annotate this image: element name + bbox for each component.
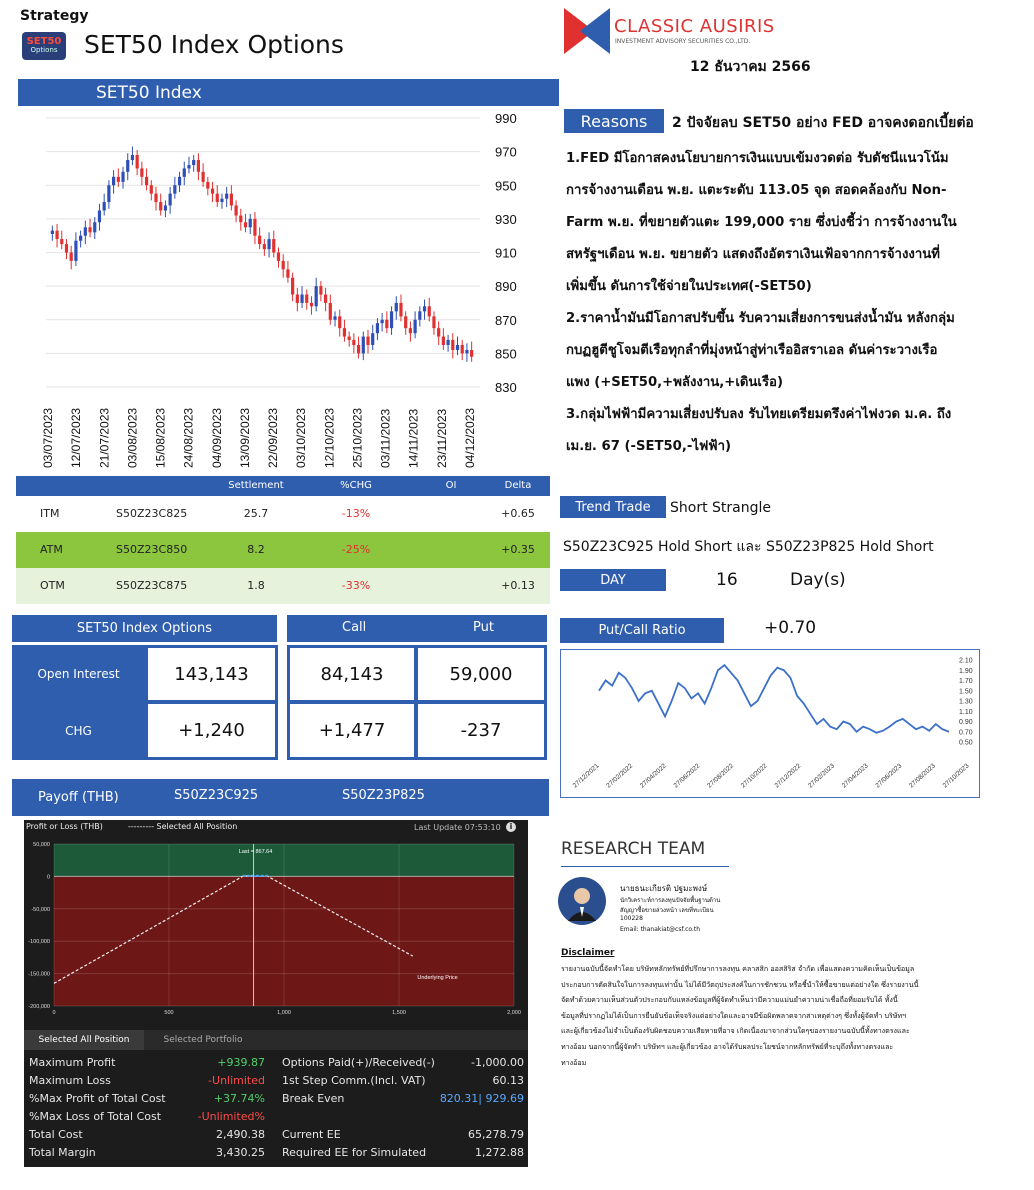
info-icon[interactable]: i	[506, 822, 516, 832]
disclaimer-title: Disclaimer	[561, 948, 615, 958]
candle-body	[178, 177, 181, 185]
candle-body	[343, 328, 346, 336]
chg-label-text: CHG	[65, 723, 92, 738]
y-tick-label: 970	[495, 144, 517, 160]
candle-body	[432, 316, 435, 328]
candle-body	[79, 236, 82, 241]
y-tick-label: 0.70	[959, 729, 973, 737]
x-tick-label: 27/02/2022	[605, 762, 635, 790]
page-title: SET50 Index Options	[84, 30, 344, 59]
chg-call-value-text: +1,477	[318, 720, 386, 741]
research-divider	[561, 866, 729, 867]
options-table-cell: ATM	[40, 543, 63, 556]
reason-line: เม.ย. 67 (-SET50,-ไฟฟ้า)	[566, 439, 732, 454]
options-table-cell: OTM	[40, 579, 65, 592]
candle-body	[409, 328, 412, 333]
x-tick-label: 23/11/2023	[434, 408, 449, 468]
candle-body	[183, 168, 186, 176]
candle-body	[74, 241, 77, 261]
payoff-stat-row	[29, 1109, 271, 1127]
x-tick-label: 2,000	[507, 1010, 521, 1016]
call-header: Call	[342, 620, 367, 635]
x-tick-label: 27/08/2022	[706, 762, 736, 790]
options-table-cell: S50Z23C825	[116, 507, 188, 520]
research-team-title: RESEARCH TEAM	[561, 839, 706, 859]
disclaimer-line: ทางอ้อม นอกจากนี้ผู้จัดทำ บริษัทฯ และผู้เกี่ยวข้อง อาจได้รับผลประโยชน์จากหลักทรัพย์ที่ระบุถึงทั้งทางตรงและ	[561, 1041, 894, 1051]
disclaimer-line: ทางอ้อม	[561, 1057, 587, 1067]
pcr-line	[599, 665, 949, 733]
options-table-header-cell: Delta	[504, 480, 532, 491]
reasons-headline: 2 ปัจจัยลบ SET50 อย่าง FED อาจคงดอกเบี้ยต่อ	[672, 115, 974, 131]
y-tick-label: 910	[495, 245, 517, 261]
candle-body	[324, 295, 327, 303]
candle-body	[428, 306, 431, 316]
candle-body	[216, 194, 219, 202]
candle-body	[414, 320, 417, 333]
x-tick-label: 03/10/2023	[294, 407, 309, 468]
chg-label	[12, 701, 145, 760]
candle-body	[305, 295, 308, 303]
disclaimer-line: ข้อมูลที่ปรากฏไม่ได้เป็นการยืนยันข้อเท็จจริงแต่อย่างใดและอาจมีข้อผิดพลาดจากสาเหตุต่างๆ ซึ่งทั้งผู้จัดทำ บริษัทฯ	[561, 1010, 907, 1020]
candle-body	[267, 239, 270, 249]
options-table-cell: +0.13	[501, 579, 535, 592]
candle-body	[145, 177, 148, 185]
day-value: 16	[716, 570, 738, 590]
candle-body	[390, 311, 393, 328]
options-table-row	[16, 532, 550, 568]
options-table-header-cell: OI	[445, 480, 457, 491]
oi-call-value	[287, 645, 417, 703]
candle-body	[329, 303, 332, 320]
payoff-header-label: Payoff (THB)	[38, 790, 119, 805]
payoff-stat-value: +37.74%	[213, 1092, 265, 1105]
candle-body	[206, 182, 209, 189]
candle-body	[117, 177, 120, 182]
candle-body	[169, 194, 172, 206]
index-panel-title-text: SET50 Index	[96, 82, 202, 103]
candle-body	[164, 205, 167, 210]
trend-trade-detail: S50Z23C925 Hold Short และ S50Z23P825 Hold Short	[563, 539, 934, 555]
chg-call-value	[287, 701, 417, 760]
options-table-cell: 25.7	[243, 507, 269, 520]
chg-put-value	[415, 701, 547, 760]
candle-body	[291, 278, 294, 295]
x-tick-label: 27/06/2022	[672, 762, 702, 790]
candle-body	[263, 244, 266, 249]
candle-body	[60, 239, 63, 244]
put-call-ratio-chart	[561, 650, 979, 797]
candle-body	[319, 286, 322, 294]
payoff-stat-row	[29, 1091, 271, 1109]
y-tick-label: -50,000	[31, 906, 50, 913]
options-table-row	[16, 568, 550, 604]
candle-body	[385, 320, 388, 328]
payoff-stat-value: 820.31| 929.69	[439, 1092, 524, 1105]
candle-body	[150, 185, 153, 193]
payoff-leg2: S50Z23P825	[342, 788, 425, 803]
x-tick-label: 03/11/2023	[378, 408, 393, 468]
x-tick-label: 27/12/2022	[773, 762, 803, 790]
payoff-stat-value: -Unlimited%	[197, 1110, 265, 1123]
payoff-stat-label: Maximum Profit	[29, 1056, 116, 1069]
analyst-name: นายธนะเกียรติ ปฐมะพงษ์	[620, 884, 708, 893]
payoff-stat-label: Total Margin	[29, 1146, 96, 1159]
y-tick-label: 930	[495, 211, 517, 227]
candle-body	[352, 340, 355, 345]
reasons-label-text: Reasons	[580, 111, 648, 131]
candle-body	[418, 311, 421, 319]
open-interest-label	[12, 645, 145, 703]
oi-put-value	[415, 645, 547, 703]
payoff-stat-label: Options Paid(+)/Received(-)	[282, 1056, 435, 1069]
candle-body	[249, 219, 252, 227]
options-table-header	[16, 476, 550, 496]
payoff-last-update: Last Update 07:53:10	[414, 823, 501, 832]
candle-body	[126, 160, 129, 172]
set50-options-logo	[22, 32, 66, 60]
candle-body	[272, 239, 275, 252]
x-tick-label: 27/08/2023	[908, 762, 937, 790]
candle-body	[112, 177, 115, 185]
payoff-stat-value: 3,430.25	[216, 1146, 265, 1159]
x-tick-label: 04/12/2023	[463, 407, 477, 468]
options-table-cell: 8.2	[247, 543, 265, 556]
payoff-stat-value: 1,272.88	[475, 1146, 524, 1159]
disclaimer-line: จัดทำด้วยความเห็นส่วนตัวประกอบกับแหล่งข้อมูลที่ผู้จัดทำเห็นว่ามีความแม่นยำความน่าเชื่อถือที่ยอมรับได้ ทั้งนี้	[561, 995, 898, 1005]
day-label	[560, 569, 666, 591]
analyst-avatar	[558, 877, 606, 925]
payoff-title-mid: --------- Selected All Position	[128, 822, 238, 831]
options-table-cell: S50Z23C850	[116, 543, 188, 556]
options-table-cell: -25%	[341, 543, 371, 556]
x-tick-label: 27/02/2023	[807, 762, 836, 790]
candle-body	[470, 350, 473, 357]
options-table-cell: +0.35	[501, 543, 535, 556]
x-tick-label: 1,500	[392, 1010, 406, 1016]
x-tick-label: 500	[164, 1010, 174, 1016]
candle-body	[93, 222, 96, 232]
candle-body	[55, 231, 58, 239]
payoff-stat-label: Maximum Loss	[29, 1074, 111, 1087]
pcr-label-text: Put/Call Ratio	[598, 623, 686, 638]
payoff-stat-label: %Max Loss of Total Cost	[29, 1110, 162, 1123]
options-table	[16, 476, 550, 604]
reason-line: 1.FED มีโอกาสคงนโยบายการเงินแบบเข้มงวดต่อ รับดัชนีแนวโน้ม	[566, 151, 949, 166]
payoff-stat-row	[282, 1091, 524, 1109]
payoff-stat-label: Required EE for Simulated	[282, 1146, 427, 1159]
options-table-cell: -13%	[341, 507, 371, 520]
payoff-panel	[24, 820, 528, 1167]
options-table-cell: -33%	[341, 579, 371, 592]
tab-selected-portfolio[interactable]: Selected Portfolio	[163, 1035, 243, 1045]
payoff-title-left: Profit or Loss (THB)	[26, 822, 103, 831]
candle-body	[357, 345, 360, 353]
candle-body	[362, 337, 365, 354]
payoff-stat-row	[29, 1127, 271, 1145]
put-header: Put	[473, 620, 494, 635]
candle-body	[202, 172, 205, 182]
candle-body	[465, 350, 468, 353]
reasons-label	[564, 109, 664, 133]
candle-body	[461, 345, 464, 353]
options-table-header-cell: Settlement	[228, 480, 284, 491]
candle-body	[446, 340, 449, 345]
x-tick-label: 27/10/2023	[941, 762, 971, 790]
candle-body	[107, 185, 110, 202]
reason-line: 2.ราคาน้ำมันมีโอกาสปรับขึ้น รับความเสี่ยงการขนส่งน้ำมัน หลังกลุ่ม	[566, 311, 955, 326]
candle-body	[239, 216, 242, 223]
candle-body	[348, 337, 351, 340]
candle-body	[338, 316, 341, 328]
payoff-stat-label: 1st Step Comm.(Incl. VAT)	[282, 1074, 426, 1087]
payoff-stat-value: 65,278.79	[468, 1128, 524, 1141]
y-tick-label: 1.90	[959, 667, 973, 675]
candle-body	[121, 172, 124, 182]
x-tick-label: 27/12/2021	[571, 762, 601, 790]
candle-body	[136, 155, 139, 168]
y-tick-label: 2.10	[959, 657, 973, 665]
classic-ausiris-logo-icon	[564, 8, 610, 54]
pcr-label	[560, 618, 724, 643]
x-tick-label: 21/07/2023	[97, 407, 112, 468]
chg-put-value-text: -237	[460, 720, 502, 741]
payoff-stat-row	[282, 1073, 524, 1091]
candle-body	[211, 189, 214, 194]
y-tick-label: 0	[46, 874, 50, 881]
candle-body	[159, 202, 162, 210]
reason-line: 3.กลุ่มไฟฟ้ามีความเสี่ยงปรับลง รับไทยเตรียมตรึงค่าไฟงวด ม.ค. ถึง	[566, 407, 952, 422]
y-tick-label: 850	[495, 346, 517, 362]
candle-body	[442, 337, 445, 345]
candle-body	[197, 160, 200, 172]
candle-body	[258, 236, 261, 244]
options-table-cell: S50Z23C875	[116, 579, 188, 592]
reason-line: สหรัฐฯเดือน พ.ย. ขยายตัว แสดงถึงอัตราเงินเฟ้อจากการจ้างงานที่	[566, 247, 940, 262]
candle-body	[70, 253, 73, 261]
brand-name: CLASSIC AUSIRIS	[614, 16, 775, 37]
x-tick-label: 15/08/2023	[153, 407, 168, 468]
payoff-stat-label: Break Even	[282, 1092, 345, 1105]
y-tick-label: -200,000	[28, 1004, 50, 1010]
last-price-label: Last = 867.64	[238, 849, 273, 855]
candle-body	[103, 202, 106, 210]
payoff-stat-label: Total Cost	[29, 1128, 83, 1141]
logo-text: SET50	[26, 36, 62, 47]
trend-trade-value: Short Strangle	[670, 500, 771, 516]
options-table-row	[16, 496, 550, 532]
candle-body	[220, 199, 223, 202]
analyst-role-2: สัญญาซื้อขายล่วงหน้า เลขที่ทะเบียน	[620, 907, 714, 914]
candle-body	[300, 295, 303, 303]
x-tick-label: 25/10/2023	[350, 407, 365, 468]
payoff-stat-value: +939.87	[217, 1056, 265, 1069]
set50-candlestick-chart	[40, 110, 540, 480]
open-interest-value-text: 143,143	[174, 663, 249, 685]
disclaimer-line: รายงานฉบับนี้จัดทำโดย บริษัทหลักทรัพย์ที่ปรึกษาการลงทุน คลาสสิก ออสสิริส จำกัด เพื่อแสดงความคิดเห็นเป็นข้อมูล	[561, 964, 915, 973]
candle-body	[225, 194, 228, 199]
payoff-leg1: S50Z23C925	[174, 788, 259, 803]
report-date: 12 ธันวาคม 2566	[690, 59, 811, 75]
y-tick-label: 890	[495, 279, 517, 295]
payoff-stat-row	[29, 1145, 271, 1163]
payoff-stat-row	[282, 1055, 524, 1073]
y-tick-label: 0.90	[959, 719, 973, 726]
chg-value-text: +1,240	[178, 720, 245, 741]
candle-body	[154, 194, 157, 202]
candle-body	[315, 286, 318, 306]
y-tick-label: 1.10	[959, 708, 973, 716]
oi-panel-title-text: SET50 Index Options	[76, 621, 213, 636]
payoff-stat-value: -1,000.00	[471, 1056, 524, 1069]
y-tick-label: 1.70	[959, 678, 973, 685]
payoff-stat-row	[282, 1145, 524, 1163]
reasons-body	[566, 143, 1026, 463]
y-tick-label: 950	[495, 178, 517, 194]
y-tick-label: -100,000	[28, 939, 50, 946]
y-tick-label: 830	[495, 380, 517, 395]
payoff-tabs	[24, 1030, 528, 1050]
analyst-email[interactable]: Email: thanakiat@csf.co.th	[620, 926, 700, 933]
y-tick-label: 990	[495, 111, 517, 126]
options-table-cell: 1.8	[247, 579, 265, 592]
payoff-stat-value: -Unlimited	[208, 1074, 265, 1087]
x-tick-label: 1,000	[277, 1010, 291, 1016]
logo-sub: Options	[30, 46, 58, 54]
candle-body	[333, 316, 336, 319]
x-tick-label: 14/11/2023	[406, 408, 421, 468]
y-tick-label: 870	[495, 312, 517, 328]
candle-body	[451, 340, 454, 350]
y-tick-label: -150,000	[28, 971, 50, 978]
candle-body	[404, 316, 407, 328]
chg-value	[145, 701, 278, 760]
oi-grid	[12, 645, 547, 760]
candle-body	[296, 295, 299, 303]
x-tick-label: 13/09/2023	[237, 407, 252, 468]
candle-body	[376, 323, 379, 333]
reason-line: การจ้างงานเดือน พ.ย. แตะระดับ 113.05 จุด สอดคล้องกับ Non-	[566, 183, 947, 198]
oi-put-value-text: 59,000	[449, 663, 513, 685]
payoff-stat-row	[282, 1109, 524, 1127]
candle-body	[98, 210, 101, 222]
reason-line: Farm พ.ย. ที่ขยายตัวแตะ 199,000 ราย ซึ่งบ่งชี้ว่า การจ้างงานใน	[566, 215, 957, 230]
x-tick-label: 03/08/2023	[125, 407, 140, 468]
brand-sub: INVESTMENT ADVISORY SECURITIES CO.,LTD.	[615, 38, 751, 45]
open-interest-value	[145, 645, 278, 703]
reason-line: เพิ่มขึ้น ดันการใช้จ่ายในประเทศ(-SET50)	[566, 279, 812, 294]
reason-line: แพง (+SET50,+พลังงาน,+เดินเรือ)	[566, 375, 783, 390]
candle-body	[310, 303, 313, 306]
trend-trade-label-text: Trend Trade	[575, 499, 651, 515]
x-tick-label: 27/04/2023	[840, 762, 870, 790]
candle-body	[282, 261, 285, 269]
candle-body	[230, 194, 233, 206]
candle-body	[366, 337, 369, 345]
candle-body	[371, 333, 374, 345]
x-tick-label: 27/10/2022	[739, 762, 769, 790]
y-tick-label: 1.30	[959, 698, 973, 706]
options-table-cell: +0.65	[501, 507, 535, 520]
analyst-role-1: นักวิเคราะห์การลงทุนปัจจัยพื้นฐานด้าน	[620, 897, 721, 904]
x-tick-label: 27/06/2023	[874, 762, 904, 790]
x-tick-label: 24/08/2023	[181, 407, 196, 468]
y-tick-label: 1.50	[959, 688, 973, 696]
x-tick-label: 22/09/2023	[266, 407, 281, 468]
candle-body	[140, 168, 143, 176]
payoff-stat-row	[29, 1073, 271, 1091]
candle-body	[277, 253, 280, 261]
options-table-cell: ITM	[40, 507, 60, 520]
candle-body	[381, 320, 384, 323]
disclaimer-line: และผู้เกี่ยวข้องไม่จำเป็นต้องรับผิดชอบความเสียหายที่อาจ เกิดเนื่องมาจากส่วนใดๆของรายงานฉบับนี้ทั้งทางตรงและ	[561, 1026, 910, 1036]
open-interest-label-text: Open Interest	[37, 667, 120, 681]
candle-body	[423, 306, 426, 311]
x-tick-label: 0	[52, 1010, 56, 1016]
disclaimer-line: ประกอบการตัดสินใจในการลงทุนเท่านั้น ไม่ได้มีวัตถุประสงค์ในการชักชวน หรือชี้นำให้ซื้อขายแต่อย่างใด ซึ่งรายงานนี้	[561, 979, 919, 989]
y-tick-label: 0.50	[959, 739, 973, 747]
underlying-price-label: Underlying Price	[417, 974, 458, 981]
oi-panel-title	[12, 615, 277, 642]
day-label-text: DAY	[600, 572, 626, 588]
candle-body	[456, 345, 459, 350]
x-tick-label: 12/07/2023	[69, 407, 84, 468]
candle-body	[51, 231, 54, 234]
payoff-stat-value: 60.13	[492, 1074, 524, 1087]
y-tick-label: 50,000	[33, 842, 50, 848]
candle-body	[192, 160, 195, 165]
payoff-stat-value: 2,490.38	[216, 1128, 265, 1141]
candle-body	[88, 227, 91, 232]
candle-body	[65, 244, 68, 252]
x-tick-label: 27/04/2022	[638, 762, 668, 790]
payoff-header	[12, 779, 549, 816]
x-tick-label: 03/07/2023	[41, 407, 55, 468]
candle-body	[395, 303, 398, 311]
candle-body	[84, 227, 87, 235]
candle-body	[187, 165, 190, 168]
payoff-chart	[24, 834, 528, 1044]
candle-body	[437, 328, 440, 336]
payoff-stat-row	[29, 1055, 271, 1073]
disclaimer-body	[561, 961, 1016, 1070]
oi-call-value-text: 84,143	[320, 663, 384, 685]
index-panel-title	[18, 79, 559, 106]
payoff-stat-label: Current EE	[282, 1128, 341, 1141]
options-table-header-cell: %CHG	[340, 480, 372, 491]
day-unit: Day(s)	[790, 570, 846, 590]
tab-selected-all-position[interactable]: Selected All Position	[24, 1030, 144, 1050]
x-tick-label: 12/10/2023	[322, 407, 337, 468]
candle-body	[253, 219, 256, 236]
candle-body	[244, 222, 247, 227]
candle-body	[399, 303, 402, 316]
payoff-stat-row	[282, 1127, 524, 1145]
analyst-reg-no: 100228	[620, 915, 643, 922]
x-tick-label: 04/09/2023	[209, 407, 224, 468]
trend-trade-label	[560, 496, 666, 518]
payoff-stat-label: %Max Profit of Total Cost	[29, 1092, 166, 1105]
reason-line: กบฏฮูตีชูโจมตีเรือทุกลำที่มุ่งหน้าสู่ท่าเรืออิสราเอล ดันค่าระวางเรือ	[566, 343, 938, 358]
strategy-label: Strategy	[20, 8, 89, 24]
candle-body	[173, 185, 176, 193]
call-put-header	[287, 615, 547, 642]
pcr-value: +0.70	[764, 618, 817, 638]
candle-body	[131, 155, 134, 160]
candle-body	[234, 205, 237, 215]
candle-body	[286, 269, 289, 277]
